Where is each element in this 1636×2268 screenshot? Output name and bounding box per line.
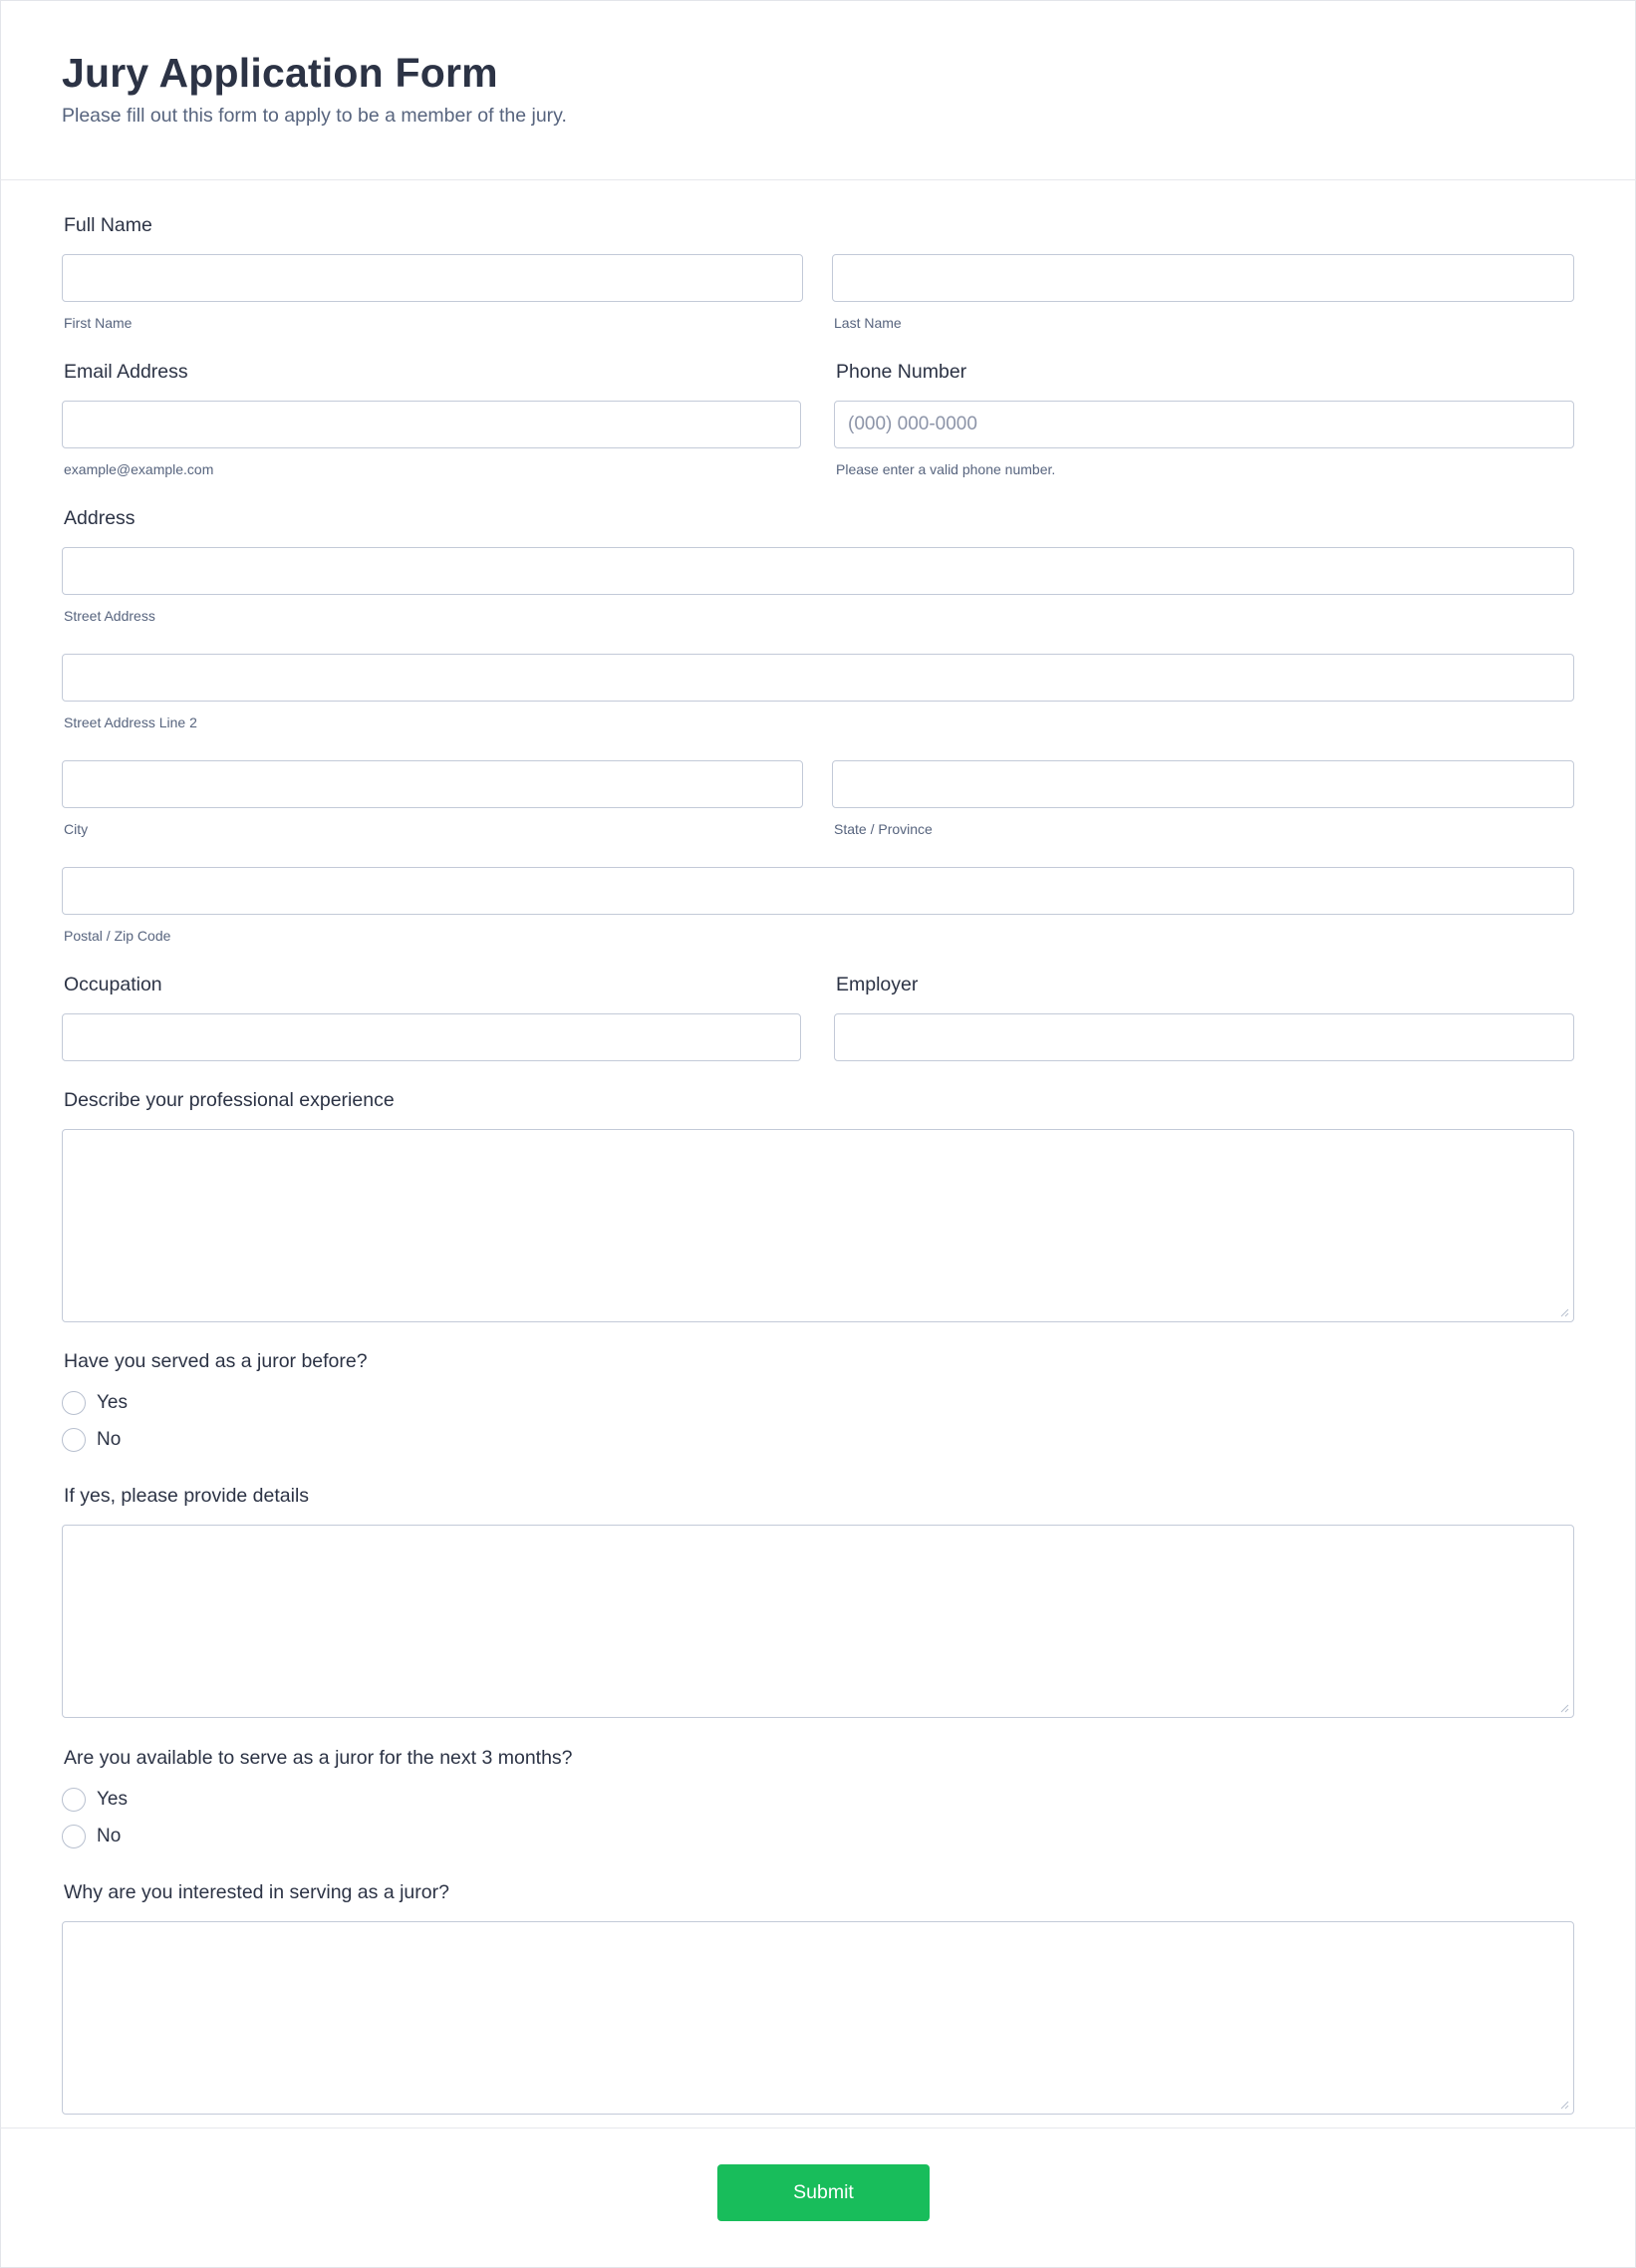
- resize-handle-icon[interactable]: [1560, 1308, 1569, 1317]
- radio-button[interactable]: [62, 1788, 86, 1812]
- last-name-sublabel: Last Name: [834, 315, 902, 331]
- state-sublabel: State / Province: [834, 821, 933, 837]
- interest-label: Why are you interested in serving as a juror?: [64, 1881, 449, 1903]
- email-sublabel: example@example.com: [64, 461, 214, 477]
- interest-textarea[interactable]: [62, 1921, 1574, 2115]
- employer-label: Employer: [836, 974, 919, 995]
- details-textarea[interactable]: [62, 1525, 1574, 1718]
- details-label: If yes, please provide details: [64, 1485, 310, 1507]
- available-label: Are you available to serve as a juror for the next 3 months?: [64, 1747, 573, 1769]
- form-header: [0, 0, 1636, 180]
- last-name-input[interactable]: [832, 254, 1574, 302]
- city-sublabel: City: [64, 821, 89, 837]
- radio-label: No: [97, 1429, 122, 1450]
- first-name-sublabel: First Name: [64, 315, 133, 331]
- available-option-yes[interactable]: [62, 1787, 128, 1813]
- full-name-label: Full Name: [64, 214, 152, 236]
- street-address-sublabel: Street Address: [64, 608, 155, 624]
- available-option-no[interactable]: [62, 1824, 121, 1849]
- phone-label: Phone Number: [836, 361, 967, 383]
- occupation-input[interactable]: [62, 1013, 801, 1061]
- email-label: Email Address: [64, 361, 188, 383]
- experience-label: Describe your professional experience: [64, 1089, 395, 1111]
- form-subtitle: Please fill out this form to apply to be a member of the jury.: [62, 105, 567, 127]
- street-address-input[interactable]: [62, 547, 1574, 595]
- street-address-line2-input[interactable]: [62, 654, 1574, 702]
- address-label: Address: [64, 507, 136, 529]
- resize-handle-icon[interactable]: [1560, 1704, 1569, 1713]
- phone-input[interactable]: [834, 401, 1574, 448]
- radio-label: Yes: [97, 1789, 128, 1810]
- form-title: Jury Application Form: [62, 50, 498, 96]
- email-input[interactable]: [62, 401, 801, 448]
- submit-button[interactable]: Submit: [717, 2164, 930, 2221]
- radio-label: No: [97, 1826, 122, 1846]
- phone-sublabel: Please enter a valid phone number.: [836, 461, 1056, 477]
- postal-code-sublabel: Postal / Zip Code: [64, 928, 171, 944]
- radio-label: Yes: [97, 1392, 128, 1413]
- served-before-label: Have you served as a juror before?: [64, 1350, 368, 1372]
- served-before-option-yes[interactable]: [62, 1390, 128, 1416]
- postal-code-input[interactable]: [62, 867, 1574, 915]
- radio-button[interactable]: [62, 1391, 86, 1415]
- radio-button[interactable]: [62, 1428, 86, 1452]
- resize-handle-icon[interactable]: [1560, 2101, 1569, 2110]
- experience-textarea[interactable]: [62, 1129, 1574, 1322]
- street-address-line2-sublabel: Street Address Line 2: [64, 714, 197, 730]
- state-input[interactable]: [832, 760, 1574, 808]
- radio-button[interactable]: [62, 1825, 86, 1848]
- employer-input[interactable]: [834, 1013, 1574, 1061]
- first-name-input[interactable]: [62, 254, 803, 302]
- served-before-option-no[interactable]: [62, 1427, 121, 1453]
- occupation-label: Occupation: [64, 974, 162, 995]
- city-input[interactable]: [62, 760, 803, 808]
